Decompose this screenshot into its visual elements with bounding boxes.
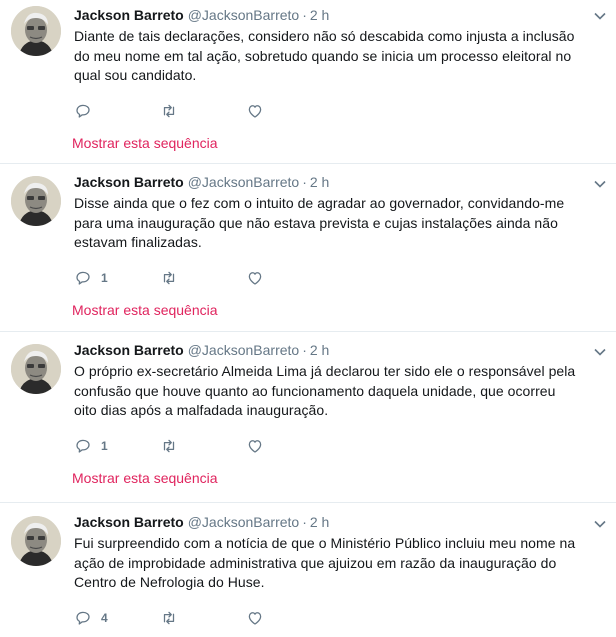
reply-count: 4 <box>101 610 108 625</box>
show-thread-link[interactable]: Mostrar esta sequência <box>72 134 218 151</box>
heart-icon <box>246 437 264 455</box>
reply-button[interactable] <box>74 268 160 288</box>
separator-dot: · <box>302 7 307 23</box>
tweet-text <box>74 534 586 593</box>
avatar-photo <box>11 516 61 566</box>
retweet-button[interactable] <box>160 101 246 121</box>
reply-count: 1 <box>101 270 108 285</box>
show-thread-link[interactable]: Mostrar esta sequência <box>72 469 218 486</box>
tweet-header <box>74 173 586 191</box>
avatar-photo <box>11 176 61 226</box>
tweet-text <box>74 27 586 86</box>
avatar-photo <box>11 6 61 56</box>
tweet-actions <box>74 608 586 628</box>
tweet-menu-button[interactable] <box>588 174 612 194</box>
heart-icon <box>246 102 264 120</box>
avatar[interactable] <box>11 516 61 566</box>
tweet-timestamp[interactable]: 2 h <box>309 342 330 358</box>
tweet-text-line: do meu nome em tal ação, sobretudo quando se inicia um processo eleitoral no <box>74 47 572 64</box>
tweet-text <box>74 362 586 421</box>
tweet-timestamp[interactable]: 2 h <box>309 7 330 23</box>
avatar[interactable] <box>11 344 61 394</box>
author-handle[interactable]: @JacksonBarreto <box>187 7 300 23</box>
heart-icon <box>246 269 264 287</box>
tweet[interactable] <box>0 332 616 503</box>
reply-button[interactable] <box>74 608 160 628</box>
tweet[interactable] <box>0 0 616 164</box>
retweet-icon <box>160 102 178 120</box>
show-thread-link[interactable]: Mostrar esta sequência <box>72 301 218 318</box>
like-button[interactable] <box>246 436 332 456</box>
author-name[interactable]: Jackson Barreto <box>74 174 184 190</box>
tweet-text-line: estavam finalizadas. <box>74 234 202 250</box>
separator-dot: · <box>302 514 307 530</box>
author-name[interactable]: Jackson Barreto <box>74 514 184 530</box>
like-button[interactable] <box>246 268 332 288</box>
tweet-text-line: oito dias após a malfadada inauguração. <box>74 402 329 418</box>
tweet-actions <box>74 268 586 288</box>
tweet-header <box>74 341 586 359</box>
chevron-down-icon <box>594 348 606 356</box>
author-name[interactable]: Jackson Barreto <box>74 7 184 23</box>
avatar[interactable] <box>11 176 61 226</box>
tweet-text-line: Fui surpreendido com a notícia de que o Ministério Público incluiu meu nome na <box>74 535 576 551</box>
like-button[interactable] <box>246 101 332 121</box>
tweet[interactable] <box>0 164 616 332</box>
tweet-header <box>74 6 586 24</box>
reply-button[interactable] <box>74 436 160 456</box>
tweet-text-line: qual sou candidato. <box>74 67 197 83</box>
reply-icon <box>74 609 92 627</box>
reply-count: 1 <box>101 438 108 453</box>
tweet-actions <box>74 436 586 456</box>
tweet-text-line: confusão que houve quanto ao funcionamento daquela unidade, que ocorreu <box>74 382 556 399</box>
tweet-header <box>74 513 586 531</box>
author-name[interactable]: Jackson Barreto <box>74 342 184 358</box>
retweet-icon <box>160 269 178 287</box>
tweet-actions <box>74 101 586 121</box>
reply-button[interactable] <box>74 101 160 121</box>
heart-icon <box>246 609 264 627</box>
separator-dot: · <box>302 342 307 358</box>
tweet-menu-button[interactable] <box>588 514 612 534</box>
retweet-button[interactable] <box>160 436 246 456</box>
tweet-text-line: Centro de Nefrologia do Huse. <box>74 574 265 590</box>
author-handle[interactable]: @JacksonBarreto <box>187 174 300 190</box>
tweet-text <box>74 194 586 253</box>
retweet-icon <box>160 437 178 455</box>
tweet-text-line: Diante de tais declarações, considero não só descabida como injusta a inclusão <box>74 28 575 44</box>
tweet-timestamp[interactable]: 2 h <box>309 174 330 190</box>
author-handle[interactable]: @JacksonBarreto <box>187 514 300 530</box>
tweet-text-line: ação de improbidade administrativa que ajuizou em razão da inauguração do <box>74 554 557 571</box>
tweet-text-line: para uma inauguração que não estava prevista e cujas instalações ainda não <box>74 214 558 231</box>
reply-icon <box>74 269 92 287</box>
tweet-menu-button[interactable] <box>588 342 612 362</box>
retweet-icon <box>160 609 178 627</box>
tweet-text-line: O próprio ex-secretário Almeida Lima já declarou ter sido ele o responsável pela <box>74 363 576 379</box>
chevron-down-icon <box>594 520 606 528</box>
reply-icon <box>74 437 92 455</box>
avatar[interactable] <box>11 6 61 56</box>
author-handle[interactable]: @JacksonBarreto <box>187 342 300 358</box>
separator-dot: · <box>302 174 307 190</box>
reply-icon <box>74 102 92 120</box>
like-button[interactable] <box>246 608 332 628</box>
chevron-down-icon <box>594 12 606 20</box>
tweet-menu-button[interactable] <box>588 6 612 26</box>
tweet-text-line: Disse ainda que o fez com o intuito de agradar ao governador, convidando-me <box>74 195 565 211</box>
chevron-down-icon <box>594 180 606 188</box>
retweet-button[interactable] <box>160 268 246 288</box>
tweet-timestamp[interactable]: 2 h <box>309 514 330 530</box>
avatar-photo <box>11 344 61 394</box>
tweet[interactable] <box>0 503 616 637</box>
retweet-button[interactable] <box>160 608 246 628</box>
